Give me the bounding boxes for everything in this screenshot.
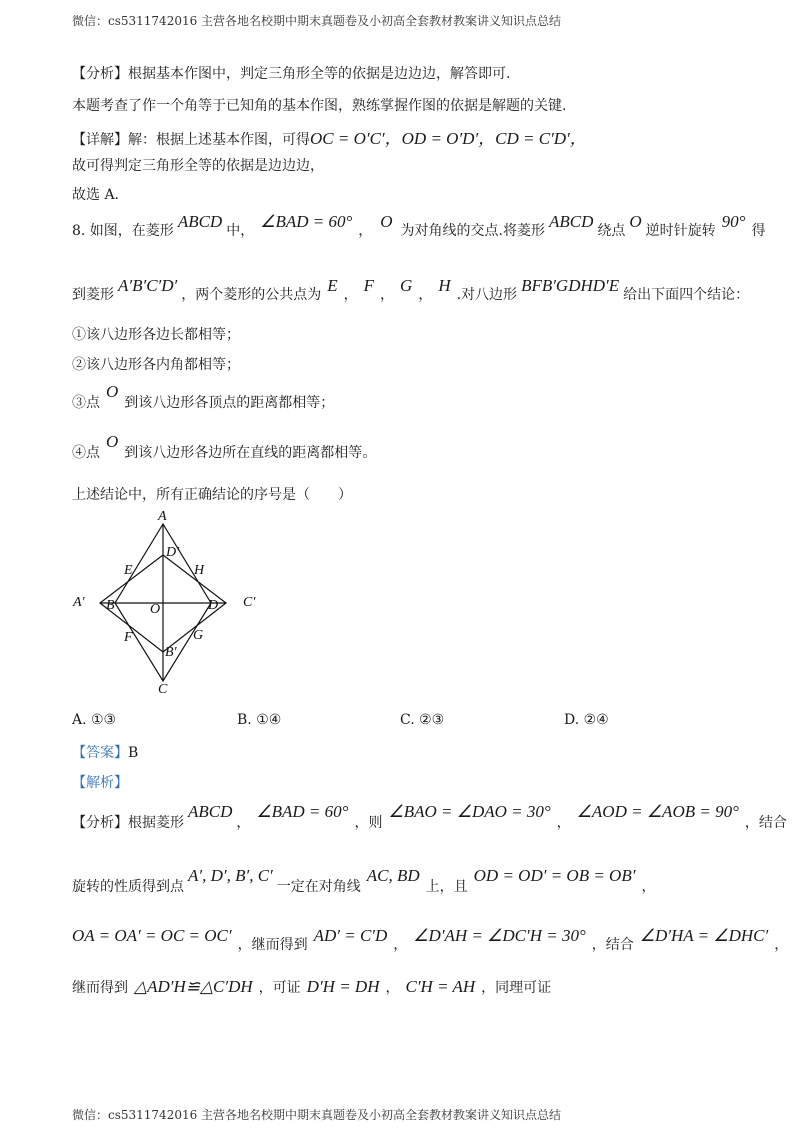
page-footer: 微信：cs5311742016 主营各地名校期中期末真题卷及小初高全套教材教案讲义知识点总结 bbox=[72, 1108, 562, 1122]
label-a-prime: A′ bbox=[73, 595, 85, 610]
sol-text: ，同理可证 bbox=[481, 980, 552, 996]
q8-stem-line2 bbox=[72, 276, 750, 304]
option-b: B. ①④ bbox=[237, 712, 282, 728]
q8-math: E bbox=[327, 276, 338, 295]
sol-math: ∠BAD = 60° bbox=[256, 802, 349, 821]
q8-math: ABCD bbox=[549, 212, 594, 231]
prev-note: 本题考查了作一个角等于已知角的基本作图，熟练掌握作图的依据是解题的关键. bbox=[72, 98, 567, 114]
q8-math: G bbox=[400, 276, 413, 295]
label-o: O bbox=[150, 602, 161, 617]
q8-math: O bbox=[629, 212, 642, 231]
sol-text: 上，且 bbox=[425, 879, 468, 895]
q8-text: 得 bbox=[751, 223, 766, 239]
label-c: C bbox=[158, 682, 168, 697]
solution-line3 bbox=[72, 926, 789, 954]
label-a: A bbox=[158, 509, 167, 524]
conclusion-1: ①该八边形各边长都相等； bbox=[72, 327, 240, 343]
sol-text: ，结合 bbox=[744, 815, 787, 831]
sol-math: ∠BAO = ∠DAO = 30° bbox=[388, 802, 551, 821]
prev-line2: 故可得判定三角形全等的依据是边边边， bbox=[72, 158, 324, 174]
label-g: G bbox=[193, 628, 204, 643]
sol-text: ，结合 bbox=[591, 937, 634, 953]
prev-line3: 故选 A. bbox=[72, 187, 120, 203]
option-d: D. ②④ bbox=[564, 712, 609, 728]
sol-math: ∠AOD = ∠AOB = 90° bbox=[576, 802, 739, 821]
label-b-prime: B′ bbox=[165, 645, 177, 660]
sol-text: 继而得到 bbox=[72, 980, 128, 996]
q8-text: 给出下面四个结论： bbox=[623, 287, 750, 303]
q8-math: BFB′GDHD′E bbox=[521, 276, 620, 295]
q8-math: ABCD bbox=[177, 212, 223, 231]
q8-text: ， bbox=[418, 287, 433, 303]
q8-text: 到菱形 bbox=[72, 287, 114, 303]
sol-text: 一定在对角线 bbox=[276, 879, 361, 895]
sol-math: AC, BD bbox=[366, 866, 420, 885]
q8-stem-line1 bbox=[72, 212, 766, 240]
sol-text: ， bbox=[774, 937, 789, 953]
q8-math: ∠BAD = 60° bbox=[260, 212, 353, 231]
sol-math: ∠D′HA = ∠DHC′ bbox=[639, 926, 769, 945]
sol-text: ， bbox=[393, 937, 408, 953]
q8-math: A′B′C′D′ bbox=[118, 276, 178, 295]
q8-text: 8. 如图，在菱形 bbox=[72, 223, 174, 239]
label-d-prime: D′ bbox=[166, 545, 180, 560]
sol-text: 【分析】根据菱形 bbox=[72, 815, 184, 831]
sol-text: ，继而得到 bbox=[237, 937, 308, 953]
sol-math: OA = OA′ = OC = OC′ bbox=[72, 926, 232, 945]
prev-detail-text: 【详解】解：根据上述基本作图，可得 bbox=[72, 132, 310, 148]
sol-text: ， bbox=[556, 815, 571, 831]
sol-text: 旋转的性质得到点 bbox=[72, 879, 184, 895]
q8-text: 中， bbox=[226, 223, 255, 239]
q8-text: ，两个菱形的公共点为 bbox=[181, 287, 322, 303]
conclusion-text: 到该八边形各顶点的距离都相等； bbox=[124, 395, 335, 411]
q8-math: 90° bbox=[721, 212, 746, 231]
sol-math: AD′ = C′D bbox=[313, 926, 388, 945]
prev-analysis: 【分析】根据基本作图中，判定三角形全等的依据是边边边，解答即可. bbox=[72, 66, 511, 82]
q8-math: O bbox=[380, 212, 393, 231]
label-d: D bbox=[208, 598, 219, 613]
answer-label: 【答案】 bbox=[72, 745, 128, 761]
label-b: B bbox=[106, 598, 115, 613]
point-o: O bbox=[106, 432, 119, 451]
q8-text: 为对角线的交点.将菱形 bbox=[400, 223, 545, 239]
option-c: C. ②③ bbox=[400, 712, 445, 728]
sol-text: ，可证 bbox=[258, 980, 301, 996]
sol-text: ， bbox=[641, 879, 656, 895]
sol-math: D′H = DH bbox=[306, 977, 380, 996]
solution-line1 bbox=[72, 802, 787, 832]
solution-line2 bbox=[72, 866, 656, 896]
q8-math: F bbox=[363, 276, 375, 295]
answer-line bbox=[72, 742, 138, 762]
point-o: O bbox=[106, 382, 119, 401]
sol-math: C′H = AH bbox=[405, 977, 476, 996]
jiexi-label: 【解析】 bbox=[72, 775, 128, 791]
prev-detail bbox=[72, 124, 587, 149]
page-header: 微信：cs5311742016 主营各地名校期中期末真题卷及小初高全套教材教案讲义知识点总结 bbox=[72, 14, 562, 28]
label-f: F bbox=[124, 630, 133, 645]
q8-text: ， bbox=[358, 223, 373, 239]
conclusion-text: ④点 bbox=[72, 445, 100, 461]
question-ask: 上述结论中，所有正确结论的序号是（ ） bbox=[72, 487, 352, 503]
sol-math: A′, D′, B′, C′ bbox=[188, 866, 273, 885]
sol-text: ， bbox=[236, 815, 251, 831]
conclusion-3 bbox=[72, 382, 335, 412]
solution-line4 bbox=[72, 977, 551, 997]
q8-math: H bbox=[438, 276, 451, 295]
sol-math: OD = OD′ = OB = OB′ bbox=[473, 866, 636, 885]
rhombus-figure bbox=[60, 506, 280, 698]
q8-text: 绕点 bbox=[597, 223, 626, 239]
label-h: H bbox=[194, 563, 205, 578]
sol-text: ，则 bbox=[354, 815, 383, 831]
conclusion-text: 到该八边形各边所在直线的距离都相等。 bbox=[124, 445, 377, 461]
option-a: A. ①③ bbox=[72, 712, 117, 728]
sol-text: ， bbox=[385, 980, 400, 996]
q8-text: 逆时针旋转 bbox=[645, 223, 716, 239]
sol-math: △AD′H≌△C′DH bbox=[134, 977, 253, 996]
label-c-prime: C′ bbox=[243, 595, 256, 610]
q8-text: ， bbox=[343, 287, 358, 303]
sol-math: ∠D′AH = ∠DC′H = 30° bbox=[413, 926, 586, 945]
conclusion-2: ②该八边形各内角都相等； bbox=[72, 357, 240, 373]
conclusion-text: ③点 bbox=[72, 395, 100, 411]
conclusion-4 bbox=[72, 432, 377, 462]
label-e: E bbox=[124, 563, 133, 578]
sol-math: ABCD bbox=[188, 802, 233, 821]
q8-text: .对八边形 bbox=[456, 287, 518, 303]
q8-text: ， bbox=[380, 287, 395, 303]
prev-detail-math: OC = O′C′，OD = O′D′，CD = C′D′， bbox=[310, 129, 587, 148]
answer-value: B bbox=[128, 745, 139, 761]
